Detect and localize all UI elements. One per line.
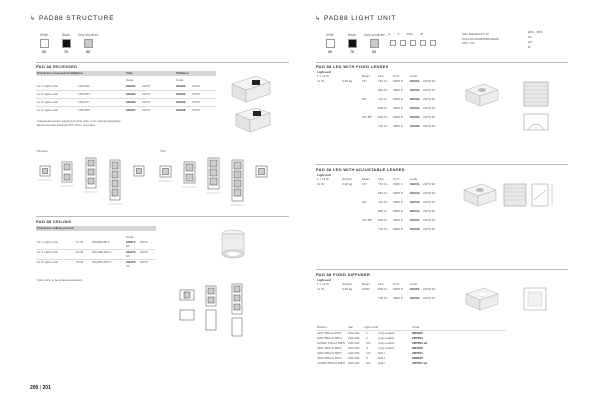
left-page-title: ↳ PAD88 STRUCTURE [30, 15, 115, 22]
recessed-heading: PAD 88 RECESSED [36, 64, 78, 69]
adjustable-heading: PAD 88 LED WITH ADJUSTABLE LENSES [316, 167, 405, 172]
arrow-icon: ↳ [315, 16, 321, 22]
adjustable-lens-images [460, 178, 570, 228]
swatch-white: White 20 [325, 33, 335, 54]
spec-icons: Ø15 - Ø64 93 20° Ø [528, 30, 543, 50]
arrow-icon: ↳ [30, 16, 36, 22]
swatch-black: Black 70 [348, 33, 356, 54]
diffuser-product [466, 288, 498, 310]
divider [36, 216, 289, 217]
divider [36, 62, 289, 63]
trimless-product-image [236, 108, 270, 132]
ceiling-product-image [218, 226, 248, 266]
trimless-label: Trimless [36, 149, 48, 153]
divider [316, 269, 568, 270]
left-swatches [36, 33, 99, 54]
ceiling-heading: PAD 88 CEILING [36, 219, 72, 224]
swatch-grey: Grey anodised 93 [77, 33, 99, 54]
divider [316, 164, 568, 165]
fixed-lens-product [466, 84, 498, 106]
symbol-icons [390, 40, 436, 46]
lens-side-view [524, 114, 548, 130]
recessed-product-images [226, 68, 286, 138]
trim-label: Trim [160, 149, 167, 153]
trim-product-image [232, 76, 270, 102]
fixed-heading: PAD 88 LED WITH FIXED LENSES [316, 64, 389, 69]
diffuser-images [462, 282, 562, 322]
right-swatches [322, 33, 385, 54]
swatch-grey: Grey anodised 93 [363, 33, 385, 54]
right-page-title: ↳ PAD88 LIGHT UNIT [315, 15, 397, 22]
swatch-white: White 20 [39, 33, 49, 54]
technical-drawings [36, 156, 286, 211]
spec-text: Max Ra≥90/CCT W UNI-CRI 3000/3500/4000K CRI > 90 [462, 32, 499, 46]
swatch-black: Black 70 [62, 33, 70, 54]
page-number: 200 | 201 [30, 385, 51, 391]
diffuser-heading: PAD 88 FIXED DIFFUSER [316, 272, 371, 277]
divider [316, 62, 568, 63]
ceiling-drawings [176, 282, 286, 342]
fixed-lens-images [462, 76, 562, 136]
adjustable-lens-product [464, 184, 496, 206]
certification-symbols: IL F IP20 IP [388, 32, 423, 36]
